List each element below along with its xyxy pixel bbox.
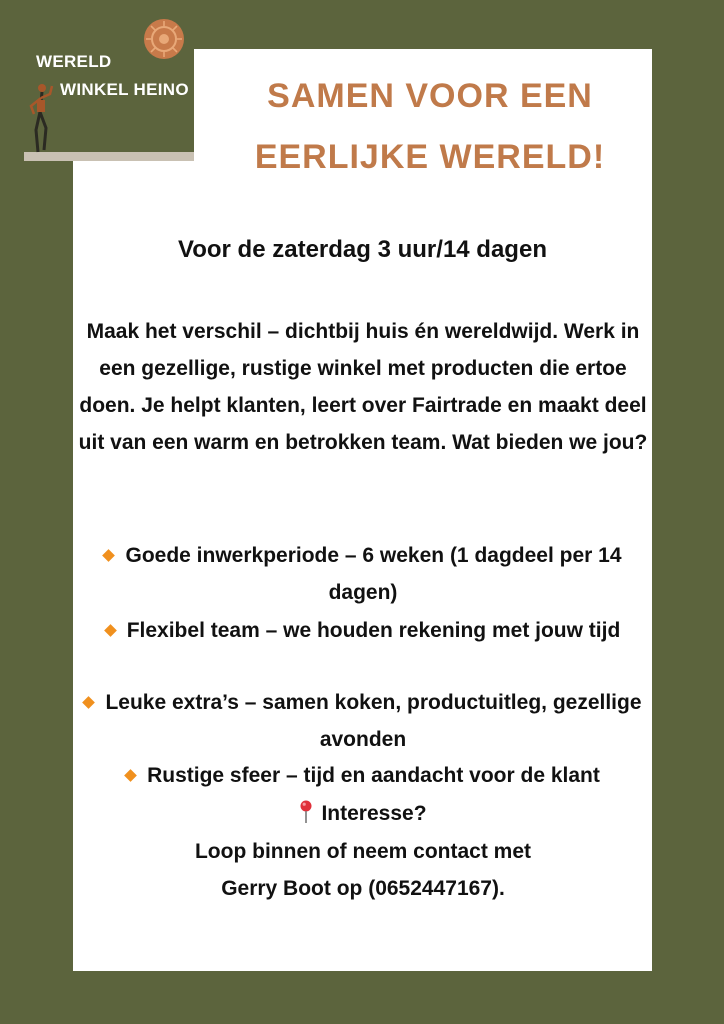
contact-block	[78, 833, 648, 907]
contact-line2: Gerry Boot op (0652447167).	[221, 877, 505, 900]
logo-text-line2: WINKEL HEINO	[60, 80, 189, 99]
page-title-line1: SAMEN VOOR EEN	[267, 77, 593, 115]
benefit-text: Goede inwerkperiode – 6 weken (1 dagdeel per 14 dagen)	[125, 544, 622, 604]
interest-text: Interesse?	[321, 802, 427, 825]
benefit-text: Flexibel team – we houden rekening met jouw tijd	[126, 619, 621, 642]
pushpin-icon	[299, 800, 313, 824]
diamond-bullet-icon	[104, 624, 117, 637]
benefit-item	[78, 684, 648, 758]
benefit-text: Leuke extra’s – samen koken, productuitleg, gezellige avonden	[105, 691, 642, 751]
sun-emblem-icon	[143, 18, 185, 60]
benefit-item	[78, 757, 648, 794]
intro-paragraph: Maak het verschil – dichtbij huis én wereldwijd. Werk in een gezellige, rustige winkel met producten die ertoe doen. Je helpt klanten, leert over Fairtrade en maakt deel uit van een warm en betrokken team. Wat bieden we jou?	[78, 320, 648, 454]
subtitle: Voor de zaterdag 3 uur/14 dagen	[178, 236, 547, 263]
page-title-line2: EERLIJKE WERELD!	[254, 138, 606, 176]
logo-text-line1: WERELD	[36, 52, 112, 71]
benefit-item	[78, 537, 648, 611]
diamond-bullet-icon	[103, 549, 116, 562]
interest-line	[78, 795, 648, 832]
diamond-bullet-icon	[83, 696, 96, 709]
diamond-bullet-icon	[124, 769, 137, 782]
contact-line1: Loop binnen of neem contact met	[194, 840, 531, 863]
benefit-text: Rustige sfeer – tijd en aandacht voor de klant	[147, 764, 600, 787]
dancing-figure-icon	[28, 82, 54, 154]
benefit-item	[78, 612, 648, 649]
